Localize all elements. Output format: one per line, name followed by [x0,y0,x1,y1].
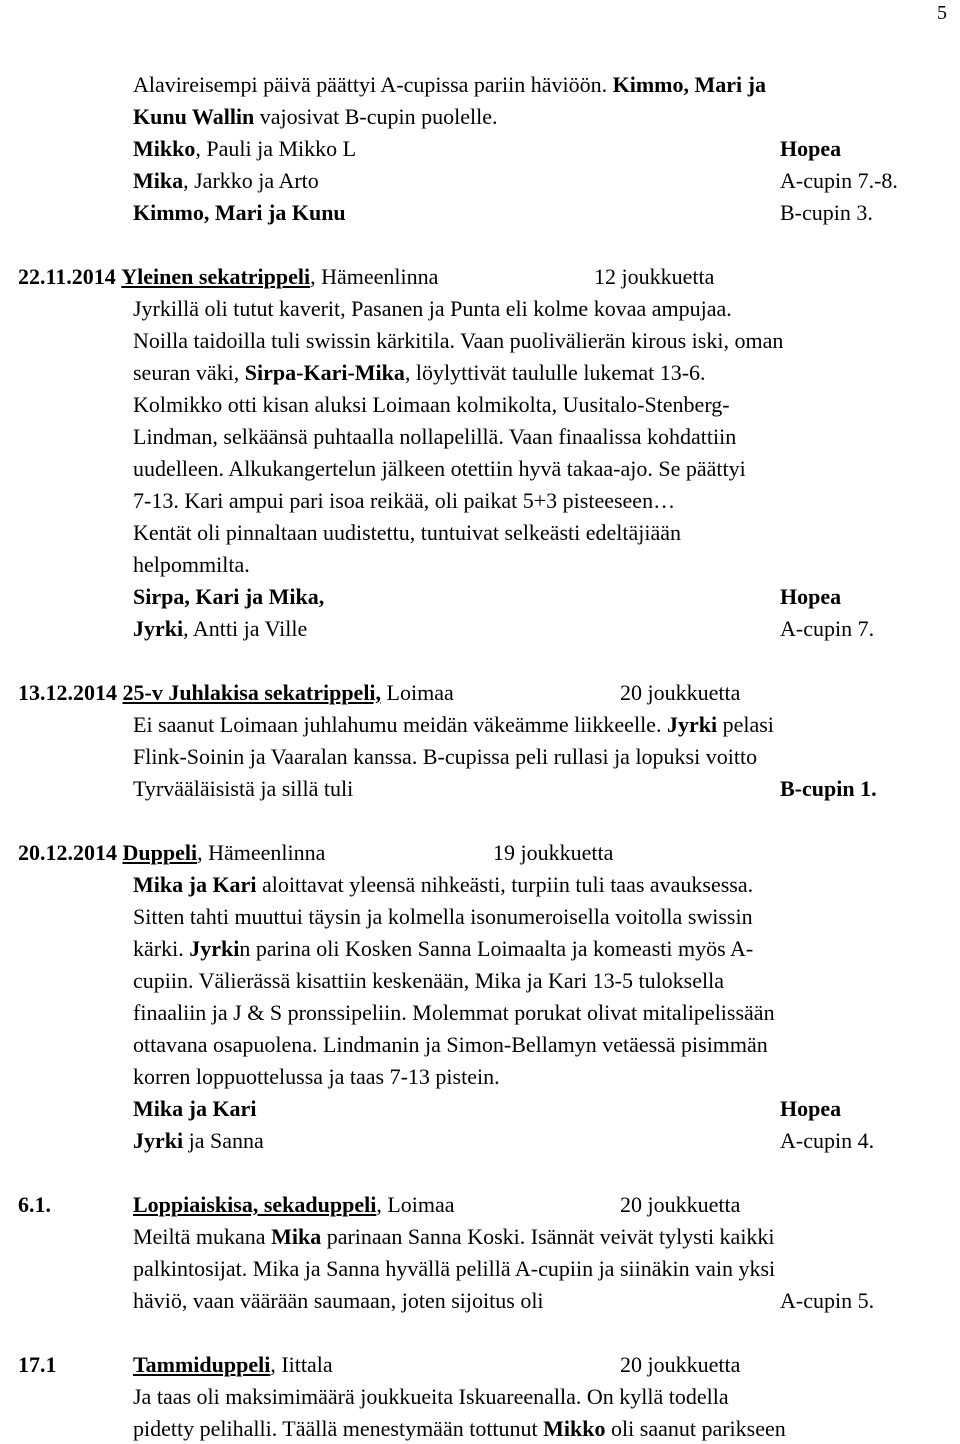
event-1-line-2: Noilla taidoilla tuli swissin kärkitila. Vaan puolivälierän kirous iski, oman [133,328,784,353]
intro-result-2: Mika, Jarkko ja Arto [133,168,319,193]
event-4-header: Loppiaiskisa, sekaduppeli, Loimaa [133,1192,455,1217]
intro-result-3-medal: B-cupin 3. [780,200,873,225]
event-4-line-2: palkintosijat. Mika ja Sanna hyvällä pelillä A-cupiin ja siinäkin vain yksi [133,1256,776,1281]
event-1-result-1-medal: Hopea [780,584,842,609]
event-1-result-2: Jyrki, Antti ja Ville [133,616,308,641]
event-3-result-2-medal: A-cupin 4. [780,1128,875,1153]
event-3-teams: 19 joukkuetta [493,840,614,865]
event-1-line-8: Kentät oli pinnaltaan uudistettu, tuntuivat selkeästi edeltäjiään [133,520,682,545]
event-4-line-1: Meiltä mukana Mika parinaan Sanna Koski. Isännät veivät tylysti kaikki [133,1224,775,1249]
intro-result-3: Kimmo, Mari ja Kunu [133,200,346,225]
event-2-teams: 20 joukkuetta [620,680,741,705]
event-2-result: B-cupin 1. [780,776,877,801]
event-1-line-6: uudelleen. Alkukangertelun jälkeen otettiin hyvä takaa-ajo. Se päättyi [133,456,746,481]
event-3-result-1: Mika ja Kari [133,1096,257,1121]
event-2-line-3: Tyrvääläisistä ja sillä tuli [133,776,354,801]
event-5-header: Tammiduppeli, Iittala [133,1352,333,1377]
event-2-line-1: Ei saanut Loimaan juhlahumu meidän väkeämme liikkeelle. Jyrki pelasi [133,712,774,737]
event-1-line-9: helpommilta. [133,552,250,577]
page-number: 5 [937,2,947,24]
event-2-line-2: Flink-Soinin ja Vaaralan kanssa. B-cupissa peli rullasi ja lopuksi voitto [133,744,758,769]
intro-line-2: Kunu Wallin vajosivat B-cupin puolelle. [133,104,498,129]
event-1-line-7: 7-13. Kari ampui pari isoa reikää, oli paikat 5+3 pisteeseen… [133,488,676,513]
event-3-line-2: Sitten tahti muuttui täysin ja kolmella isonumeroisella voitolla swissin [133,904,753,929]
intro-result-1: Mikko, Pauli ja Mikko L [133,136,357,161]
event-5-line-1: Ja taas oli maksimimäärä joukkueita Iskuareenalla. On kyllä todella [133,1384,729,1409]
event-1-result-2-medal: A-cupin 7. [780,616,875,641]
event-3-line-1: Mika ja Kari aloittavat yleensä nihkeästi, turpiin tuli taas avauksessa. [133,872,754,897]
event-3-line-6: ottavana osapuolena. Lindmanin ja Simon-Bellamyn vetäessä pisimmän [133,1032,768,1057]
event-3-result-2: Jyrki ja Sanna [133,1128,264,1153]
event-4-teams: 20 joukkuetta [620,1192,741,1217]
event-3-line-7: korren loppuottelussa ja taas 7-13 pistein. [133,1064,500,1089]
event-4-line-3: häviö, vaan väärään saumaan, joten sijoitus oli [133,1288,544,1313]
event-3-header: 20.12.2014 Duppeli, Hämeenlinna [18,840,326,865]
event-1-result-1: Sirpa, Kari ja Mika, [133,584,325,609]
event-2-header: 13.12.2014 25-v Juhlakisa sekatrippeli, Loimaa [18,680,454,705]
event-4-result: A-cupin 5. [780,1288,875,1313]
event-3-result-1-medal: Hopea [780,1096,842,1121]
intro-result-1-medal: Hopea [780,136,842,161]
event-1-line-4: Kolmikko otti kisan aluksi Loimaan kolmikolta, Uusitalo-Stenberg- [133,392,730,417]
event-3-line-5: finaaliin ja J & S pronssipeliin. Molemmat porukat olivat mitalipelissään [133,1000,775,1025]
intro-line-1: Alavireisempi päivä päättyi A-cupissa pariin häviöön. Kimmo, Mari ja [133,72,766,97]
event-5-line-2: pidetty pelihalli. Täällä menestymään tottunut Mikko oli saanut parikseen [133,1416,786,1441]
event-5-date: 17.1 [18,1352,57,1377]
event-1-line-5: Lindman, selkäänsä puhtaalla nollapelillä. Vaan finaalissa kohdattiin [133,424,737,449]
event-3-line-4: cupiin. Välierässä kisattiin keskenään, Mika ja Kari 13-5 tuloksella [133,968,724,993]
event-1-line-3: seuran väki, Sirpa-Kari-Mika, löylyttivät taululle lukemat 13-6. [133,360,706,385]
event-3-line-3: kärki. Jyrkin parina oli Kosken Sanna Loimaalta ja komeasti myös A- [133,936,754,961]
event-1-line-1: Jyrkillä oli tutut kaverit, Pasanen ja Punta eli kolme kovaa ampujaa. [133,296,732,321]
intro-result-2-medal: A-cupin 7.-8. [780,168,898,193]
event-1-header: 22.11.2014 Yleinen sekatrippeli, Hämeenlinna [18,264,439,289]
event-4-date: 6.1. [18,1192,51,1217]
event-1-teams: 12 joukkuetta [594,264,715,289]
event-5-teams: 20 joukkuetta [620,1352,741,1377]
